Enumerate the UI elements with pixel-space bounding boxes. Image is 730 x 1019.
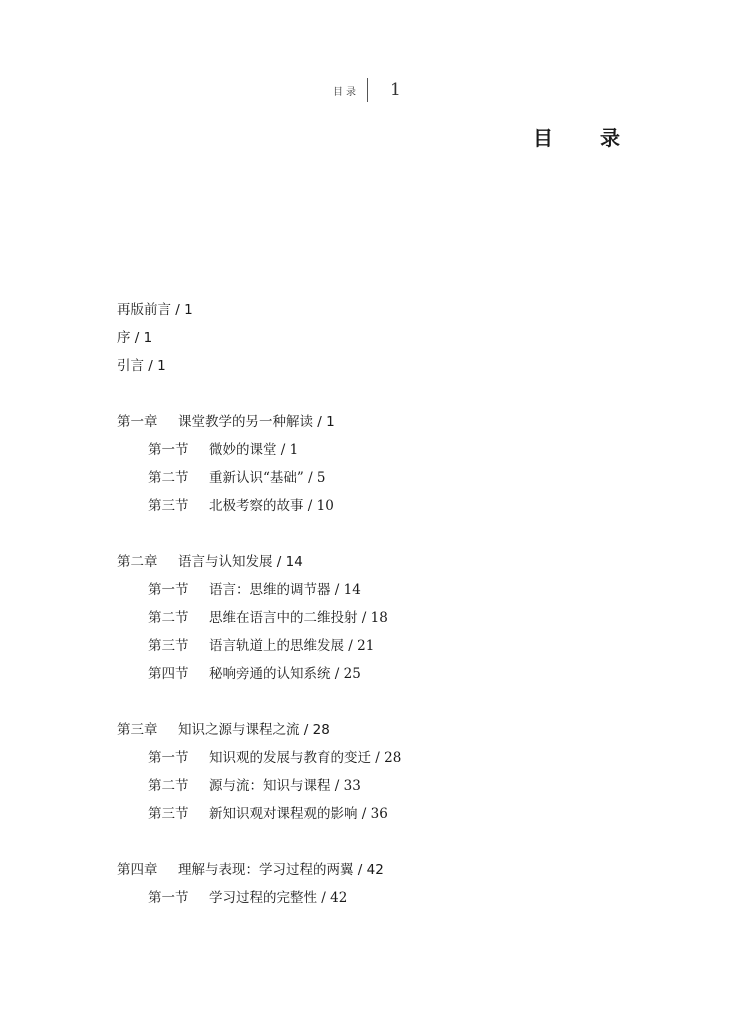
toc-entry-section[interactable] — [117, 464, 657, 492]
chapter-title: 课堂教学的另一种解读 / 1 — [178, 414, 335, 430]
toc-entry-section[interactable] — [117, 884, 657, 912]
section-number: 第一节 — [148, 442, 189, 458]
toc-entry-section[interactable] — [117, 604, 657, 632]
section-number: 第四节 — [148, 666, 189, 682]
toc-entry-section[interactable] — [117, 800, 657, 828]
section-number: 第一节 — [148, 582, 189, 598]
toc-entry-section[interactable] — [117, 632, 657, 660]
toc-entry-chapter[interactable] — [117, 716, 657, 744]
chapter-title: 语言与认知发展 / 14 — [178, 554, 303, 570]
chapter-number: 第一章 — [117, 414, 158, 430]
section-title: 语言轨道上的思维发展 / 21 — [209, 638, 375, 654]
running-head-page-number: 1 — [390, 80, 401, 100]
section-title: 重新认识“基础” / 5 — [209, 470, 326, 486]
running-head-divider — [367, 78, 368, 102]
section-number: 第二节 — [148, 470, 189, 486]
section-title: 知识观的发展与教育的变迁 / 28 — [209, 750, 402, 766]
toc-entry-front-matter[interactable] — [117, 296, 657, 324]
section-number: 第一节 — [148, 890, 189, 906]
toc-entry-section[interactable] — [117, 772, 657, 800]
toc-entry-text: 引言 / 1 — [117, 358, 166, 374]
section-title: 思维在语言中的二维投射 / 18 — [209, 610, 388, 626]
section-title: 北极考察的故事 / 10 — [209, 498, 334, 514]
toc-entry-section[interactable] — [117, 744, 657, 772]
section-number: 第一节 — [148, 750, 189, 766]
toc-entry-section[interactable] — [117, 660, 657, 688]
toc-entry-section[interactable] — [117, 492, 657, 520]
section-number: 第二节 — [148, 778, 189, 794]
toc-entry-chapter[interactable] — [117, 408, 657, 436]
chapter-number: 第三章 — [117, 722, 158, 738]
toc-entry-text: 再版前言 / 1 — [117, 302, 193, 318]
section-title: 学习过程的完整性 / 42 — [209, 890, 348, 906]
section-title: 微妙的课堂 / 1 — [209, 442, 299, 458]
table-of-contents — [117, 296, 657, 912]
toc-entry-front-matter[interactable] — [117, 324, 657, 352]
toc-entry-section[interactable] — [117, 576, 657, 604]
toc-entry-section[interactable] — [117, 436, 657, 464]
section-title: 秘响旁通的认知系统 / 25 — [209, 666, 361, 682]
running-head-label: 目录 — [333, 86, 359, 98]
section-number: 第三节 — [148, 638, 189, 654]
section-number: 第二节 — [148, 610, 189, 626]
toc-entry-chapter[interactable] — [117, 856, 657, 884]
chapter-number: 第四章 — [117, 862, 158, 878]
page-title: 目 录 — [533, 126, 640, 150]
chapter-title: 知识之源与课程之流 / 28 — [178, 722, 330, 738]
chapter-title: 理解与表现：学习过程的两翼 / 42 — [178, 862, 384, 878]
toc-entry-chapter[interactable] — [117, 548, 657, 576]
section-title: 源与流：知识与课程 / 33 — [209, 778, 361, 794]
toc-entry-text: 序 / 1 — [117, 330, 153, 346]
section-number: 第三节 — [148, 498, 189, 514]
section-title: 新知识观对课程观的影响 / 36 — [209, 806, 388, 822]
toc-entry-front-matter[interactable] — [117, 352, 657, 380]
chapter-number: 第二章 — [117, 554, 158, 570]
section-number: 第三节 — [148, 806, 189, 822]
section-title: 语言：思维的调节器 / 14 — [209, 582, 361, 598]
running-head — [333, 78, 401, 102]
